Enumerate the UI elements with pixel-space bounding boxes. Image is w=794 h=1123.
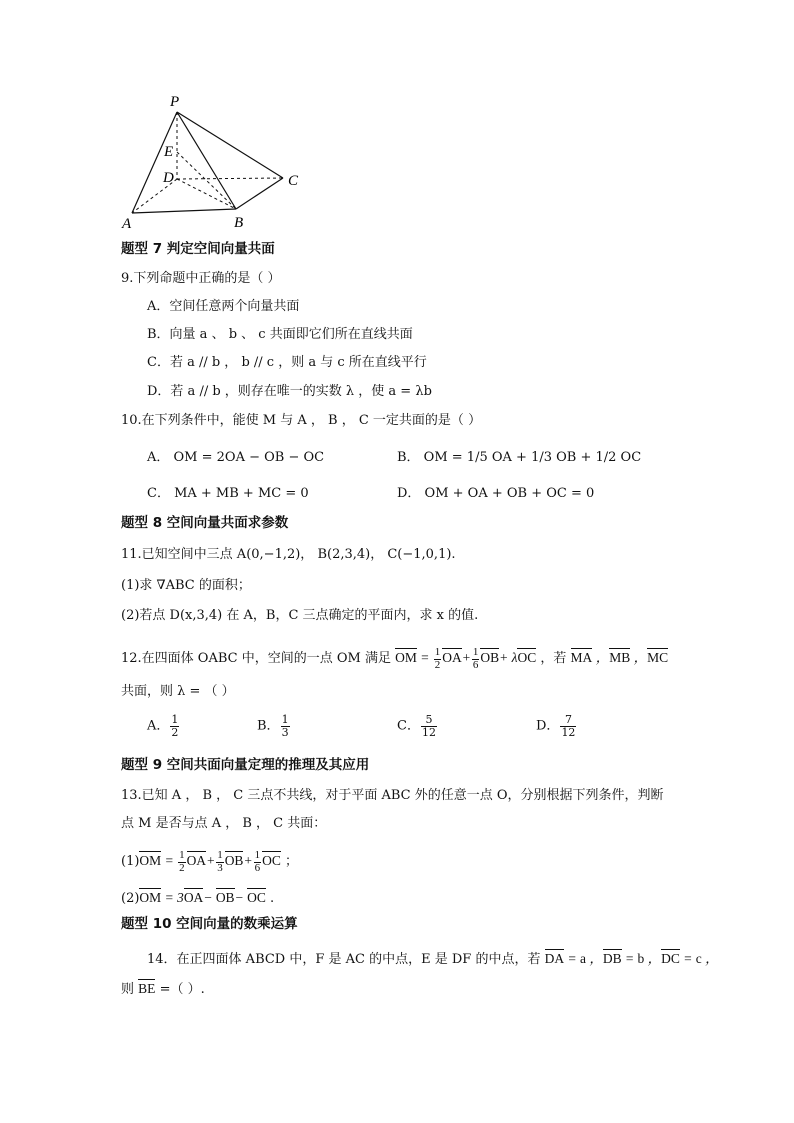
q10-option-b: B． OM = 1/5 OA + 1/3 OB + 1/2 OC xyxy=(397,450,642,465)
q14-be-vector: BE xyxy=(138,981,156,996)
q12-option-b xyxy=(257,714,291,738)
q12-a-den: 2 xyxy=(171,725,179,739)
label-B: B xyxy=(234,215,244,231)
q14-line1 xyxy=(147,949,719,966)
label-E: E xyxy=(164,144,174,160)
q14-line2-text: 则 xyxy=(121,982,135,997)
q13-part2-label: (2) xyxy=(121,891,140,906)
label-D: D xyxy=(163,170,174,186)
q12-line2: 共面，则 λ = （ ） xyxy=(121,684,235,699)
q13-line2: 点 M 是否与点 A ， B ， C 共面： xyxy=(121,816,327,831)
q12-option-a-label: A． xyxy=(147,718,170,734)
q12-option-a xyxy=(147,714,180,738)
q12-om-equation: OM = $\frac{1}{2}$ OA+ $\frac{1}{6}$ OB+ λOC xyxy=(395,646,537,671)
q13-part1-equation: OM = $\frac{1}{2}$ OA+ $\frac{1}{3}$ OB+ $\frac{1}{6}$ OC xyxy=(139,849,281,874)
q12-line1 xyxy=(121,647,668,671)
q13-part2: (2)OM = 3OA− OB− OC . xyxy=(121,890,275,906)
q12-option-c xyxy=(397,714,438,738)
q13-part1-label: (1) xyxy=(121,854,140,870)
q10-stem: 10.在下列条件中，能使 M 与 A ， B ， C 一定共面的是（ ） xyxy=(121,413,482,428)
q10-option-d: D． OM + OA + OB + OC = 0 xyxy=(397,486,595,501)
label-P: P xyxy=(170,94,180,110)
q14-answer-blank: =（ ）. xyxy=(159,982,205,997)
q12-b-den: 3 xyxy=(281,725,289,739)
q10-option-c: C． MA + MB + MC = 0 xyxy=(147,486,309,501)
q12-d-den: 12 xyxy=(561,725,576,739)
q13-part2-equation: OM = 3OA− OB− OC xyxy=(139,890,266,905)
q9-option-a: A．空间任意两个向量共面 xyxy=(147,299,300,314)
q14-line2 xyxy=(121,979,205,996)
q11-part1: (1)求 ∇ABC 的面积； xyxy=(121,578,251,593)
q12-line1-prefix: 12.在四面体 OABC 中，空间的一点 OM 满足 xyxy=(121,651,391,667)
q12-b-num: 1 xyxy=(281,713,289,726)
q12-c-num: 5 xyxy=(421,714,437,727)
edge-PA xyxy=(132,112,177,213)
q10-option-a: A． OM = 2OA − OB − OC xyxy=(147,450,325,465)
q12-option-d xyxy=(536,714,577,738)
section-9-heading: 题型 9 空间共面向量定理的推理及其应用 xyxy=(121,757,370,773)
q9-option-b: B．向量 a 、 b 、 c 共面即它们所在直线共面 xyxy=(147,327,413,342)
section-10-heading: 题型 10 空间向量的数乘运算 xyxy=(121,916,298,932)
q12-option-c-label: C． xyxy=(397,718,420,734)
q12-option-d-label: D． xyxy=(536,718,560,734)
q9-option-c: C．若 a // b ， b // c ，则 a 与 c 所在直线平行 xyxy=(147,355,427,370)
label-A: A xyxy=(122,216,132,232)
section-8-heading: 题型 8 空间向量共面求参数 xyxy=(121,515,289,531)
q9-stem: 9.下列命题中正确的是（ ） xyxy=(121,271,281,286)
edge-DC xyxy=(177,178,283,179)
label-C: C xyxy=(288,173,299,189)
q12-a-num: 1 xyxy=(171,713,179,726)
q11-stem: 11.已知空间中三点 A(0,−1,2)， B(2,3,4)， C(−1,0,1). xyxy=(121,547,456,562)
q12-line1-suffix: ，若 xyxy=(540,651,567,667)
q13-line1: 13.已知 A ， B ， C 三点不共线，对于平面 ABC 外的任意一点 O，分别根据下列条件，判断 xyxy=(121,788,664,803)
edge-PC xyxy=(177,112,283,178)
q14-vector-defs: DA = a ，DB = b ，DC = c ， xyxy=(544,951,719,966)
q12-d-num: 7 xyxy=(560,714,576,727)
q14-line1-text: 14．在正四面体 ABCD 中，F 是 AC 的中点，E 是 DF 的中点，若 xyxy=(147,952,541,967)
edge-AB xyxy=(132,209,236,213)
q9-option-d: D．若 a // b ，则存在唯一的实数 λ ，使 a = λb xyxy=(147,384,432,399)
section-7-heading: 题型 7 判定空间向量共面 xyxy=(121,241,275,257)
pyramid-figure xyxy=(112,92,312,232)
q13-part1: (1)OM = $\frac{1}{2}$ OA+ $\frac{1}{3}$ OB+ $\frac{1}{6}$ OC ； xyxy=(121,849,298,874)
q12-option-b-label: B． xyxy=(257,718,280,734)
q12-vectors: MA ，MB ，MC xyxy=(570,650,669,666)
edge-BC xyxy=(236,178,283,209)
q11-part2: (2)若点 D(x,3,4) 在 A，B，C 三点确定的平面内，求 x 的值. xyxy=(121,608,479,623)
q12-c-den: 12 xyxy=(421,725,436,739)
